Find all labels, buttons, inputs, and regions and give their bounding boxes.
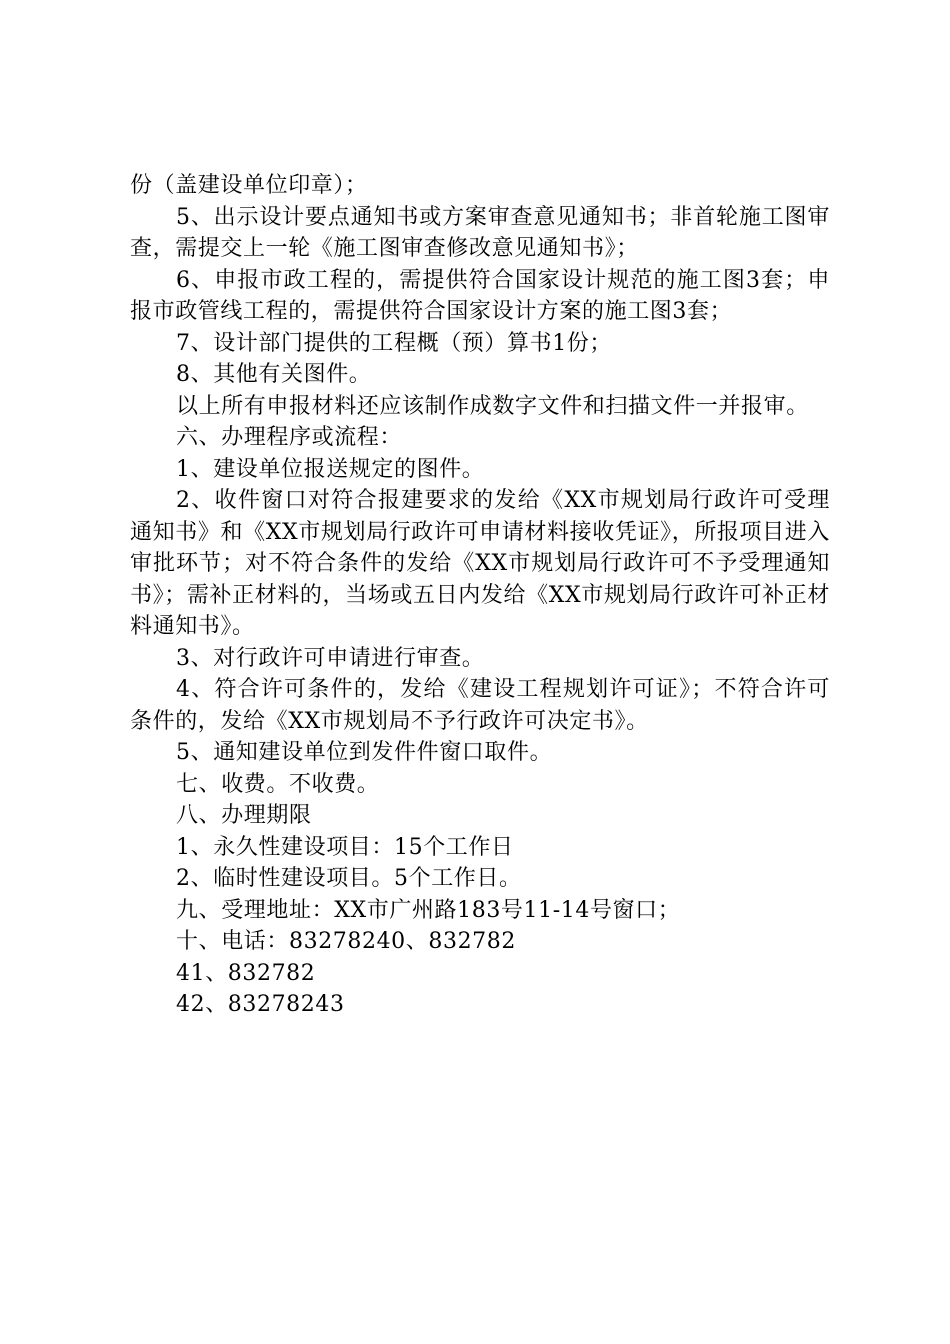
section-heading: 八、办理期限 — [176, 803, 312, 828]
paragraph: 42、83278243 — [176, 992, 345, 1017]
document-body — [130, 170, 830, 1021]
paragraph: 2、收件窗口对符合报建要求的发给《XX市规划局行政许可受理通知书》和《XX市规划局行政许可申请材料接收凭证》，所报项目进入审批环节；对不符合条件的发给《XX市规划局行政许可不予受理通知书》；需补正材料的，当场或五日内发给《XX市规划局行政许可补正材料通知书》。 — [130, 488, 830, 639]
paragraph: 5、通知建设单位到发件件窗口取件。 — [176, 740, 553, 765]
section-heading: 九、受理地址：XX市广州路183号11-14号窗口； — [176, 897, 681, 923]
paragraph: 4、符合许可条件的，发给《建设工程规划许可证》；不符合许可条件的，发给《XX市规划局不予行政许可决定书》。 — [130, 677, 830, 734]
section-heading: 七、收费。不收费。 — [176, 771, 380, 797]
paragraph: 6、申报市政工程的，需提供符合国家设计规范的施工图3套；申报市政管线工程的，需提供符合国家设计方案的施工图3套； — [130, 267, 830, 324]
paragraph: 7、设计部门提供的工程概（预）算书1份； — [176, 330, 612, 356]
paragraph: 1、建设单位报送规定的图件。 — [176, 456, 485, 482]
paragraph: 份（盖建设单位印章）； — [130, 173, 368, 198]
paragraph: 8、其他有关图件。 — [176, 362, 372, 387]
section-heading: 六、办理程序或流程： — [176, 425, 403, 450]
paragraph: 5、出示设计要点通知书或方案审查意见通知书；非首轮施工图审查，需提交上一轮《施工图审查修改意见通知书》； — [130, 204, 830, 261]
paragraph: 3、对行政许可申请进行审查。 — [176, 645, 485, 671]
paragraph: 1、永久性建设项目：15个工作日 — [176, 834, 514, 860]
paragraph: 41、832782 — [176, 960, 316, 986]
paragraph: 2、临时性建设项目。5个工作日。 — [176, 866, 522, 891]
paragraph: 以上所有申报材料还应该制作成数字文件和扫描文件一并报审。 — [176, 393, 809, 419]
section-heading: 十、电话：83278240、832782 — [176, 929, 516, 954]
